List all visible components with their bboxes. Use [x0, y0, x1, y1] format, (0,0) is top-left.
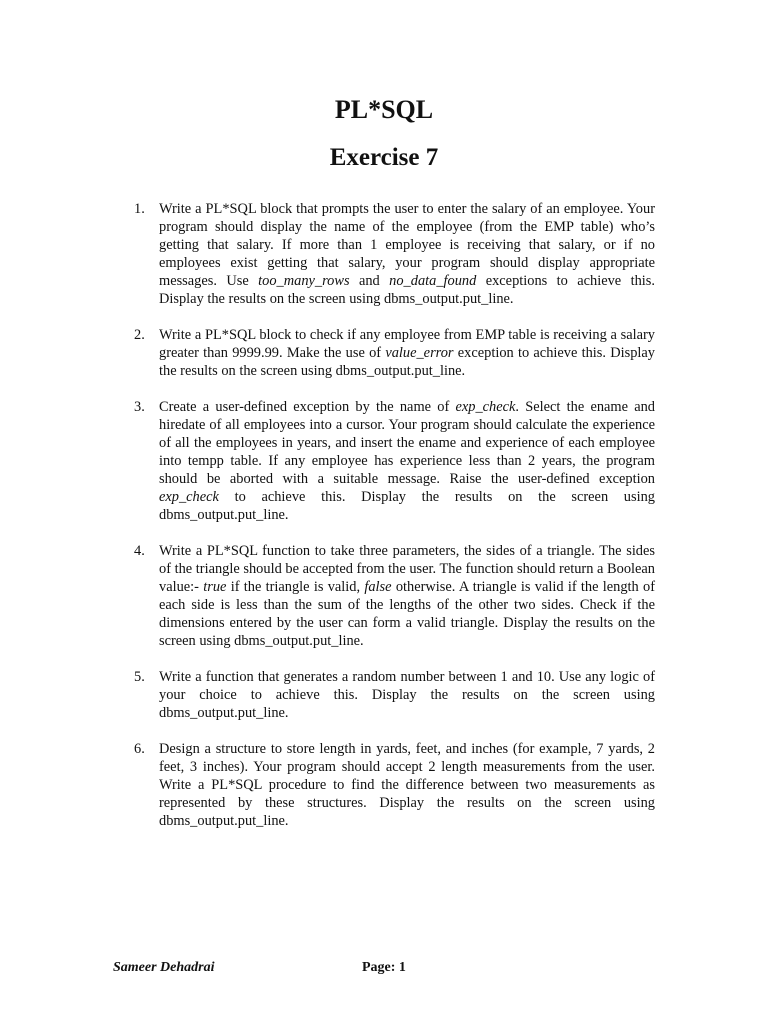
text-segment: Create a user-defined exception by the name of	[159, 399, 456, 415]
exercise-number: 2.	[134, 327, 145, 343]
footer-author: Sameer Dehadrai	[113, 960, 215, 975]
text-segment: Write a PL*SQL block to check if any employee from EMP table is receiving a salary greater than 9999.99. Make the use of	[159, 327, 655, 361]
text-segment: and	[349, 273, 390, 289]
exercise-list	[134, 200, 655, 848]
exercise-text	[159, 399, 655, 523]
exercise-item	[134, 398, 655, 524]
text-segment: exceptions to achieve this. Display the results on the screen using dbms_output.put_line.	[159, 273, 655, 307]
exercise-heading: Exercise 7	[329, 144, 439, 171]
text-segment: otherwise. A triangle is valid if the length of each side is less than the sum of the lengths of the other two sides. Check if the dimensions entered by the user can form a valid triangle. Display the results on the screen using dbms_output.put_line.	[159, 579, 655, 649]
text-segment: to achieve this. Display the results on the screen using dbms_output.put_line.	[159, 489, 655, 523]
italic-term: true	[203, 579, 227, 595]
text-segment: if the triangle is valid,	[226, 579, 365, 595]
italic-term: exp_check	[159, 489, 219, 505]
italic-term: too_many_rows	[258, 273, 350, 289]
text-segment: . Select the ename and hiredate of all employees into a cursor. Your program should calculate the experience of all the employees in years, and insert the ename and experience of each employee into tempp table. If any employee has experience less than 2 years, the program should be aborted with a suitable message. Raise the user-defined exception	[159, 399, 655, 487]
document-title: PL*SQL	[334, 95, 434, 124]
exercise-item	[134, 542, 655, 650]
exercise-item	[134, 326, 655, 380]
exercise-text	[159, 741, 655, 829]
italic-term: exp_check	[455, 399, 516, 415]
text-segment: Write a PL*SQL function to take three parameters, the sides of a triangle. The sides of the triangle should be accepted from the user. The function should return a Boolean value:-	[159, 543, 655, 595]
exercise-text	[159, 669, 655, 721]
page-footer	[0, 960, 768, 980]
exercise-number: 5.	[134, 669, 145, 685]
exercise-text	[159, 327, 655, 379]
italic-term: value_error	[385, 345, 454, 361]
exercise-number: 3.	[134, 399, 145, 415]
exercise-text	[159, 201, 655, 307]
exercise-item	[134, 200, 655, 308]
exercise-text	[159, 543, 655, 649]
text-segment: Design a structure to store length in yards, feet, and inches (for example, 7 yards, 2 feet, 3 inches). Your program should accept 2 length measurements from the user. Write a PL*SQL procedure to find the difference between two measurements as represented by these structures. Display the results on the screen using dbms_output.put_line.	[159, 741, 655, 829]
exercise-number: 4.	[134, 543, 145, 559]
page-number: Page: 1	[362, 960, 406, 975]
exercise-number: 6.	[134, 741, 145, 757]
exercise-item	[134, 668, 655, 722]
italic-term: false	[364, 579, 392, 595]
exercise-item	[134, 740, 655, 830]
text-segment: Write a PL*SQL block that prompts the user to enter the salary of an employee. Your program should display the name of the employee (from the EMP table) who’s getting that salary. If more than 1 employee is receiving that salary, or if no employees exist getting that salary, your program should display appropriate messages. Use	[159, 201, 655, 289]
text-segment: Write a function that generates a random number between 1 and 10. Use any logic of your choice to achieve this. Display the results on the screen using dbms_output.put_line.	[159, 669, 655, 721]
exercise-number: 1.	[134, 201, 145, 217]
italic-term: no_data_found	[389, 273, 477, 289]
text-segment: exception to achieve this. Display the results on the screen using dbms_output.put_line.	[159, 345, 655, 379]
